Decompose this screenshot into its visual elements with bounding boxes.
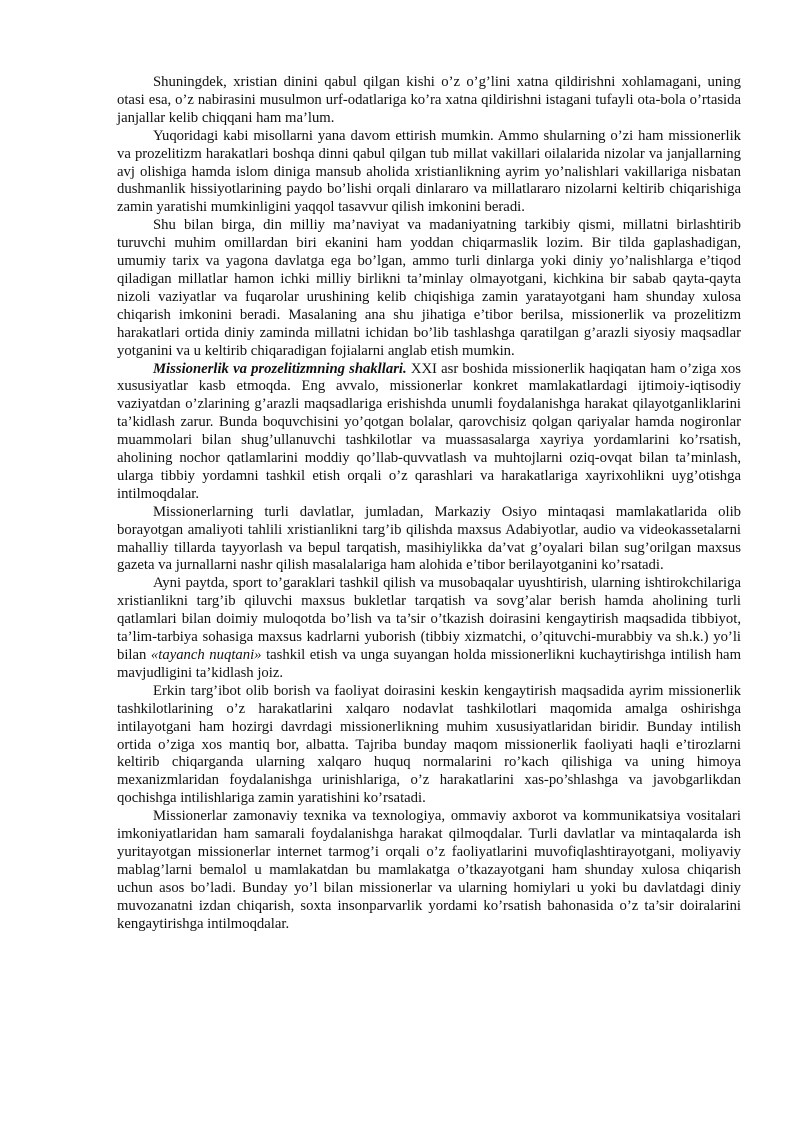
paragraph-6-text: Ayni paytda, sport to’garaklari tashkil qilish va musobaqalar uyushtirish, ularning ishtirokchilariga xristianlikni targ’ib qiluvchi maxsus bukletlar tarqatish va sovg’alar berish hamda aholining turli qatlamlari bilan doimiy muloqotda bo’lish va ta’sir o’tkazish doirasini kengaytirish maqsadida tibbiyot, ta’lim-tarbiya sohasiga maxsus kadrlarni yuborish (tibbiy xizmatchi, o’qituvchi-murabbiy va sh.k.) yo’li bilan bbox=[117, 575, 741, 663]
paragraph-6 bbox=[117, 575, 741, 682]
paragraph-5 bbox=[117, 504, 741, 576]
paragraph-2 bbox=[117, 128, 741, 218]
document-page bbox=[117, 74, 741, 934]
paragraph-4-text: XXI asr boshida missionerlik haqiqatan ham o’ziga xos xususiyatlar kasb etmoqda. Eng avvalo, missionerlar konkret mamlakatlardagi ijtimoiy-iqtisodiy vaziyatdan o’zlarining g’arazli maqsadlariga erishishda unumli foydalanishga harakat qilayotganliklarini ta’kidlash zarur. Bunda boquvchisini yo’qotgan bolalar, qarovchisiz qolgan qariyalar hamda nogironlar muammolari bilan shug’ullanuvchi tashkilotlar va muassasalarga xayriya yordamlarini ko’rsatish, aholining nochor qatlamlarini moddiy qo’llab-quvvatlash va muhtojlarni oziq-ovqat bilan ta’minlash, ularga tibbiy yordamni tashkil etish orqali o’z qarashlari va harakatlariga xayrixohlikni uyg’otishga intilmoqdalar. bbox=[117, 360, 741, 502]
paragraph-7-text: Erkin targ’ibot olib borish va faoliyat doirasini keskin kengaytirish maqsadida ayrim missionerlik tashkilotlarining o’z harakatlarini xalqaro nodavlat tashkilotlari maqomida amalga oshirishga intilayotgani ham hozirgi davrdagi missionerlikning muhim xususiyatlaridan biridir. Bunday intilish ortida o’ziga xos mantiq bor, albatta. Tajriba bunday maqom missionerlik faoliyati haqli e’tirozlarni keltirib chiqarganda ularning xalqaro huquq normalarini ro’kach qilishiga va uning himoya mexanizmlaridan foydalanishga urinishlariga, o’z harakatlarini xas-po’shlashga va javobgarlikdan qochishga intilishlariga zamin yaratishini ko’rsatadi. bbox=[117, 682, 741, 807]
italic-term: «tayanch nuqtani» bbox=[150, 647, 262, 663]
paragraph-8 bbox=[117, 808, 741, 933]
paragraph-7 bbox=[117, 683, 741, 808]
paragraph-4 bbox=[117, 361, 741, 504]
paragraph-1-text: Shuningdek, xristian dinini qabul qilgan kishi o’z o’g’lini xatna qildirishni xohlamagani, uning otasi esa, o’z nabirasini musulmon urf-odatlariga ko’ra xatna qildirishni istagani tufayli ota-bola o’rtasida janjallar kelib chiqqani ham ma’lum. bbox=[117, 74, 741, 126]
paragraph-8-text: Missionerlar zamonaviy texnika va texnologiya, ommaviy axborot va kommunikatsiya vositalari imkoniyatlaridan ham samarali foydalanishga harakat qilmoqdalar. Turli davlatlar va mintaqalarda ish yuritayotgan missionerlar internet tarmog’i orqali o’z faoliyatlarini muvofiqlashtirayotgani, moliyaviy mablag’larni bemalol u mamlakatdan bu mamlakatga o’tkazayotgani ham shunday xulosa chiqarish uchun asos bo’ladi. Bunday yo’l bilan missionerlar va ularning homiylari u yoki bu davlatdagi diniy muvozanatni izdan chiqarish, soxta insonparvarlik yordami ko’rsatish bahonasida o’z ta’sir doiralarini kengaytirishga intilmoqdalar. bbox=[117, 808, 741, 932]
paragraph-6-text-after: tashkil etish va unga suyangan holda missionerlikni kuchaytirishga intilish ham mavjudligini ta’kidlash joiz. bbox=[117, 647, 742, 681]
paragraph-1 bbox=[117, 74, 741, 128]
paragraph-3 bbox=[117, 217, 741, 360]
paragraph-3-text: Shu bilan birga, din milliy ma’naviyat va madaniyatning tarkibiy qismi, millatni birlashtirib turuvchi muhim omillardan biri ekanini ham yoddan chiqarmaslik lozim. Bir tilda gaplashadigan, umumiy tarix va yagona davlatga ega bo’lgan, ammo turli dinlarga yoki diniy yo’nalishlarga e’tiqod qiladigan millatlar hamon ichki milliy birlikni ta’minlay olmayotgani, kichkina bir sabab qayta-qayta nizoli vaziyatlar va fuqarolar urushining kelib chiqishiga zamin yaratayotgani ham shunday xulosa chiqarish imkonini beradi. Masalaning ana shu jihatiga e’tibor berilsa, missionerlik va prozelitizm harakatlari ortida diniy zaminda millatni ichidan bo’lib tashlashga qaratilgan g’arazli siyosiy maqsadlar yotganini va u keltirib chiqaradigan fojialarni anglab etish mumkin. bbox=[117, 217, 741, 359]
paragraph-5-text: Missionerlarning turli davlatlar, jumladan, Markaziy Osiyo mintaqasi mamlakatlarida olib borayotgan amaliyoti tahlili xristianlikni targ’ib qilishda maxsus Adabiyotlar, audio va videokassetalarni mahalliy tillarda tayyorlash va bepul tarqatish, masihiylikka da’vat g’oyalari bilan sug’orilgan maxsus gazeta va jurnallarni nashr qilish masalalariga ham alohida e’tibor berilayotganini ko’rsatadi. bbox=[117, 503, 741, 574]
section-heading: Missionerlik va prozelitizmning shakllari. bbox=[153, 360, 407, 377]
paragraph-2-text: Yuqoridagi kabi misollarni yana davom ettirish mumkin. Ammo shularning o’zi ham missionerlik va prozelitizm harakatlari boshqa dinni qabul qilgan tub millat vakillari oilalarida nizolar va janjallarning avj olishiga hamda islom diniga mansub aholida xristianlikning ayrim yo’nalishlari vakillariga nisbatan dushmanlik hissiyotlarining paydo bo’lishi orqali dinlararo va millatlararo nizolarni keltirib chiqarishiga zamin yaratishi mumkinligini yaqqol tasavvur qilish imkonini beradi. bbox=[117, 127, 741, 216]
